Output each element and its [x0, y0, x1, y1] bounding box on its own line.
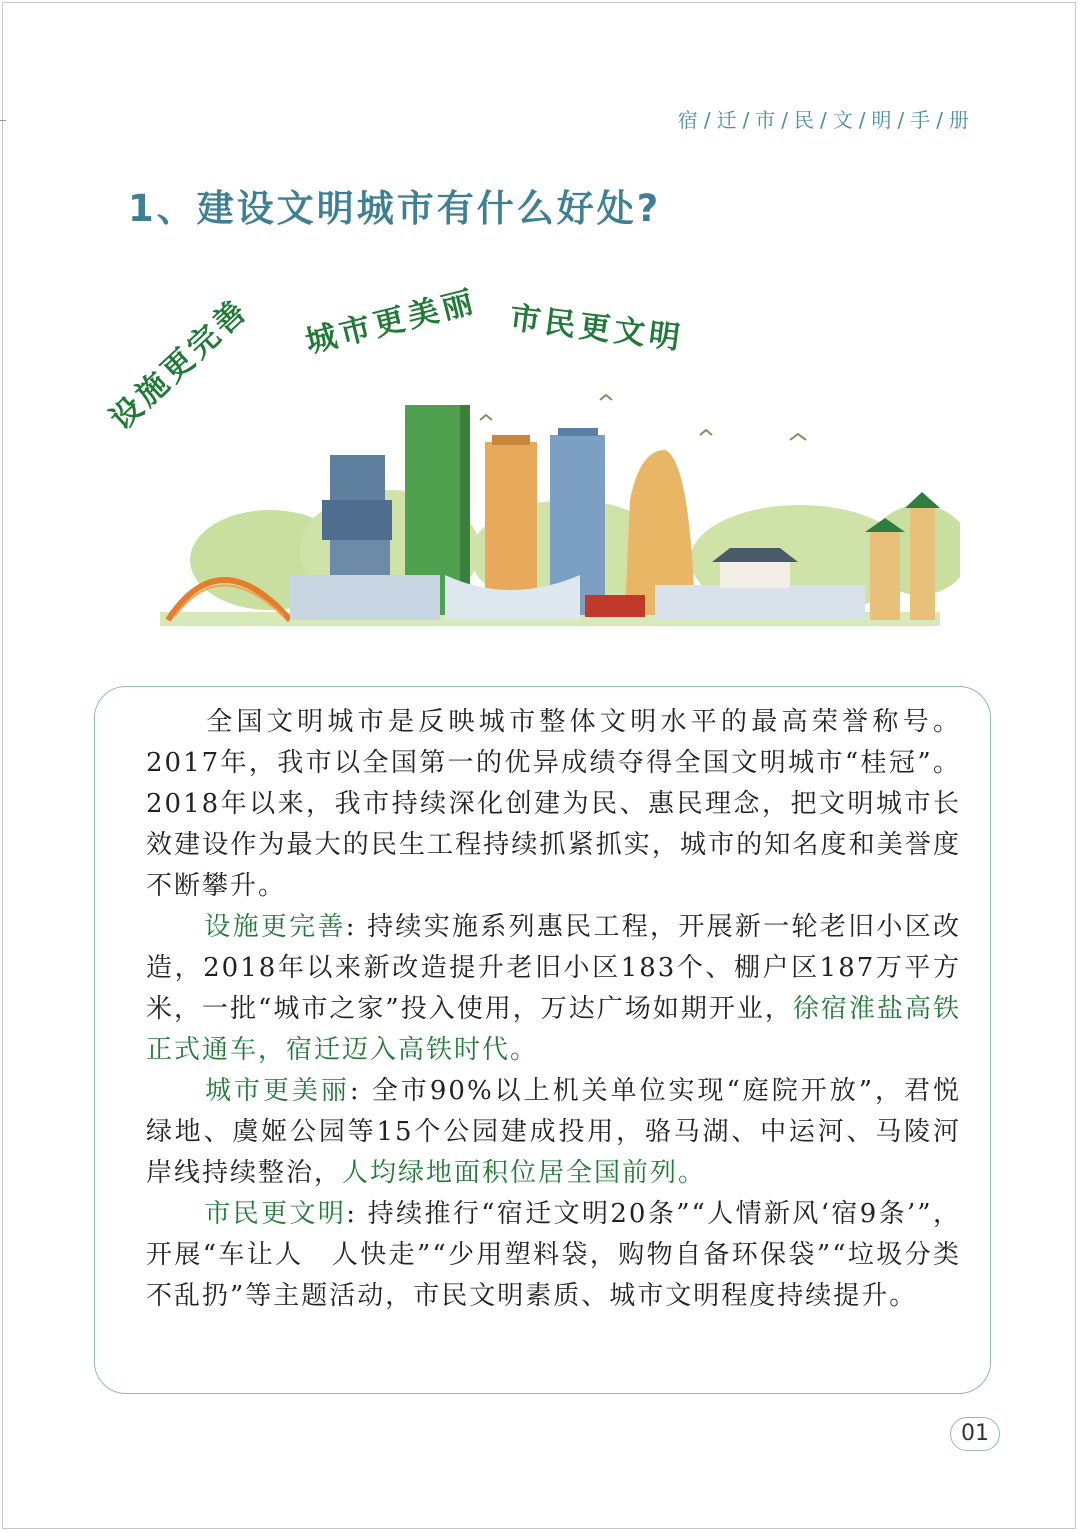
paragraph-intro-text: 全国文明城市是反映城市整体文明水平的最高荣誉称号。2017年，我市以全国第一的优异成绩夺得全国文明城市“桂冠”。2018年以来，我市持续深化创建为民、惠民理念，把文明城市长效建设作为最大的民生工程持续抓紧抓实，城市的知名度和美誉度不断攀升。 — [146, 707, 961, 901]
facilities-label: 设施更完善 — [204, 912, 346, 942]
citizens-label: 市民更文明 — [204, 1199, 347, 1229]
paragraph-city — [146, 1071, 961, 1194]
crop-mark — [0, 120, 6, 121]
slogan-city: 城市更美丽 — [301, 283, 481, 361]
city-skyline-illustration — [100, 380, 960, 635]
city-highlight: 人均绿地面积位居全国前列。 — [342, 1158, 707, 1188]
facilities-highlight: 徐宿淮盐高铁正式通车，宿迁迈入高铁时代。 — [146, 994, 961, 1065]
paragraph-intro — [146, 702, 961, 907]
citizens-text: : 持续推行“宿迁文明20条”“人情新风‘宿9条’”，开展“车让人 人快走”“少用塑料袋，购物自备环保袋”“垃圾分类不乱扔”等主题活动，市民文明素质、城市文明程度持续提升。 — [146, 1199, 961, 1311]
page-number: 01 — [950, 1417, 1000, 1451]
slogan-facilities: 设施更完善 — [103, 291, 256, 438]
paragraph-facilities — [146, 907, 961, 1071]
city-text: : 全市90%以上机关单位实现“庭院开放”，君悦绿地、虞姬公园等15个公园建成投用，骆马湖、中运河、马陵河岸线持续整治， — [146, 1076, 961, 1188]
page-title: 1、建设文明城市有什么好处? — [128, 187, 662, 230]
city-label: 城市更美丽 — [204, 1076, 350, 1106]
running-header: 宿/迁/市/民/文/明/手/册 — [677, 108, 975, 132]
paragraph-citizens — [146, 1194, 961, 1317]
slogan-citizens: 市民更文明 — [507, 299, 686, 357]
facilities-text: : 持续实施系列惠民工程，开展新一轮老旧小区改造，2018年以来新改造提升老旧小区183个、棚户区187万平方米，一批“城市之家”投入使用，万达广场如期开业， — [146, 912, 961, 1024]
